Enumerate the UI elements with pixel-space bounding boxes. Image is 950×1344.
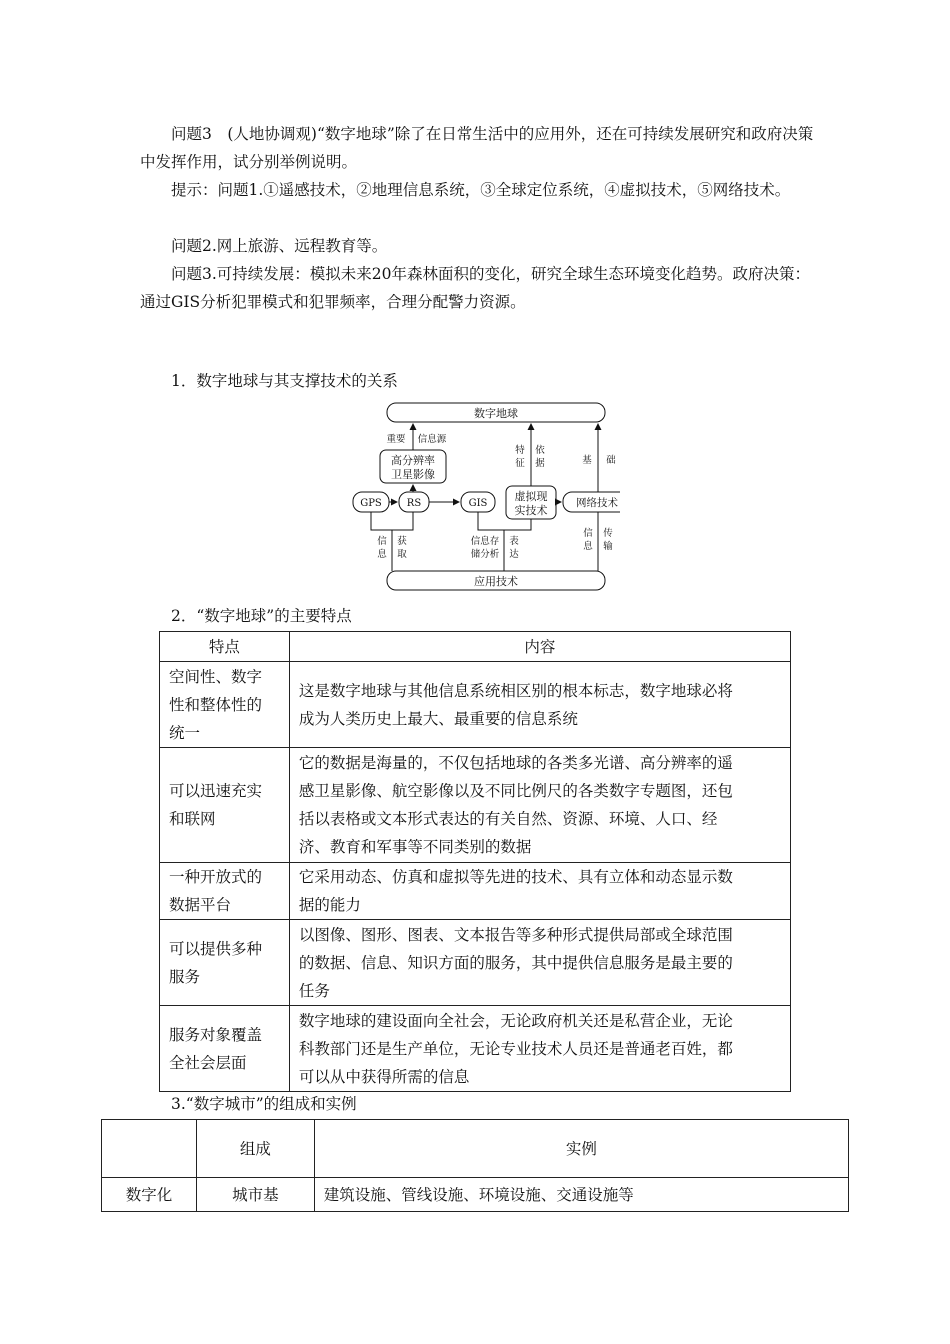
- info-label-1b: 息: [377, 549, 387, 560]
- header-blank: [102, 1120, 197, 1178]
- express-label-2: 达: [509, 549, 519, 560]
- feature-label-1: 特: [515, 445, 525, 456]
- component-cell: 城市基: [196, 1178, 314, 1212]
- content-cell: 它采用动态、仿真和虚拟等先进的技术、具有立体和动态显示数 据的能力: [289, 863, 790, 920]
- vr-label-1: 虚拟现: [514, 490, 548, 503]
- important-label: 重要: [386, 434, 406, 445]
- basis-label-1: 依: [535, 445, 545, 456]
- header-feature: 特点: [160, 632, 290, 662]
- feature-cell: 空间性、数字 性和整体性的 统一: [160, 662, 290, 748]
- answer-3-paragraph: 问题3.可持续发展：模拟未来20年森林面积的变化，研究全球生态环境变化趋势。政府决策：通过GIS分析犯罪模式和犯罪频率，合理分配警力资源。: [140, 265, 811, 311]
- hires-label-1: 高分辨率: [391, 454, 435, 467]
- rs-label: RS: [406, 498, 422, 509]
- feature-cell: 一种开放式的 数据平台: [160, 863, 290, 920]
- example-cell: 建筑设施、管线设施、环境设施、交通设施等: [314, 1178, 848, 1212]
- header-content: 内容: [289, 632, 790, 662]
- base-label: 基: [582, 455, 592, 466]
- info-label-2b: 息: [583, 541, 593, 552]
- gps-label: GPS: [360, 498, 382, 509]
- diagram-top-label: 数字地球: [474, 407, 518, 420]
- transmit-label-2: 输: [603, 541, 613, 552]
- digital-city-table: [101, 1119, 849, 1212]
- express-label-1: 表: [509, 536, 519, 547]
- answer-2-paragraph: 问题2.网上旅游、远程教育等。: [171, 237, 388, 255]
- content-cell: 以图像、图形、图表、文本报告等多种形式提供局部或全球范围 的数据、信息、知识方面的服务，其中提供信息服务是最主要的 任务: [289, 920, 790, 1006]
- diagram-bottom-label: 应用技术: [474, 575, 518, 588]
- content-cell: 这是数字地球与其他信息系统相区别的根本标志，数字地球必将 成为人类历史上最大、最重要的信息系统: [289, 662, 790, 748]
- basis-label-2: 据: [535, 458, 545, 469]
- info-label-1a: 信: [377, 536, 387, 547]
- network-label: 网络技术: [576, 497, 618, 509]
- table-header-row: [160, 632, 791, 662]
- table-row: [160, 748, 791, 863]
- header-example: 实例: [314, 1120, 848, 1178]
- feature-cell: 可以提供多种 服务: [160, 920, 290, 1006]
- features-table: [159, 631, 791, 1092]
- gis-label: GIS: [468, 498, 488, 509]
- section-1-title: 1．数字地球与其支撑技术的关系: [171, 372, 398, 390]
- storage-label-1: 信息存: [470, 536, 500, 547]
- content-cell: 数字地球的建设面向全社会，无论政府机关还是私营企业，无论 科教部门还是生产单位，无论专业技术人员还是普通老百姓，都 可以从中获得所需的信息: [289, 1006, 790, 1092]
- feature-cell: 可以迅速充实 和联网: [160, 748, 290, 863]
- foundation-label: 础: [606, 455, 616, 466]
- acquire-label-1: 获: [397, 536, 407, 547]
- table-row: [160, 863, 791, 920]
- feature-cell: 服务对象覆盖 全社会层面: [160, 1006, 290, 1092]
- table-row: [160, 662, 791, 748]
- digital-earth-diagram: [340, 398, 620, 594]
- category-cell: 数字化: [102, 1178, 197, 1212]
- transmit-label-1: 传: [603, 528, 613, 539]
- table-header-row: [102, 1120, 849, 1178]
- hires-label-2: 卫星影像: [391, 468, 435, 481]
- acquire-label-2: 取: [397, 549, 407, 560]
- hint-paragraph: 提示：问题1.①遥感技术，②地理信息系统，③全球定位系统，④虚拟技术，⑤网络技术。: [171, 181, 791, 199]
- section-2-title: 2．“数字地球”的主要特点: [171, 607, 352, 625]
- info-source-label: 信息源: [417, 434, 447, 445]
- info-label-2a: 信: [583, 528, 593, 539]
- header-component: 组成: [196, 1120, 314, 1178]
- section-3-title: 3.“数字城市”的组成和实例: [171, 1095, 357, 1113]
- content-cell: 它的数据是海量的，不仅包括地球的各类多光谱、高分辨率的遥 感卫星影像、航空影像以及不同比例尺的各类数字专题图，还包 括以表格或文本形式表达的有关自然、资源、环境、人口、经 济、教育和军事等不同类别的数据: [289, 748, 790, 863]
- feature-label-2: 征: [515, 458, 525, 469]
- question-3-paragraph: 问题3 (人地协调观)“数字地球”除了在日常生活中的应用外，还在可持续发展研究和政府决策中发挥作用，试分别举例说明。: [140, 125, 814, 171]
- storage-label-2: 储分析: [470, 549, 500, 560]
- table-row: [160, 920, 791, 1006]
- table-row: [102, 1178, 849, 1212]
- table-row: [160, 1006, 791, 1092]
- vr-label-2: 实技术: [514, 504, 548, 517]
